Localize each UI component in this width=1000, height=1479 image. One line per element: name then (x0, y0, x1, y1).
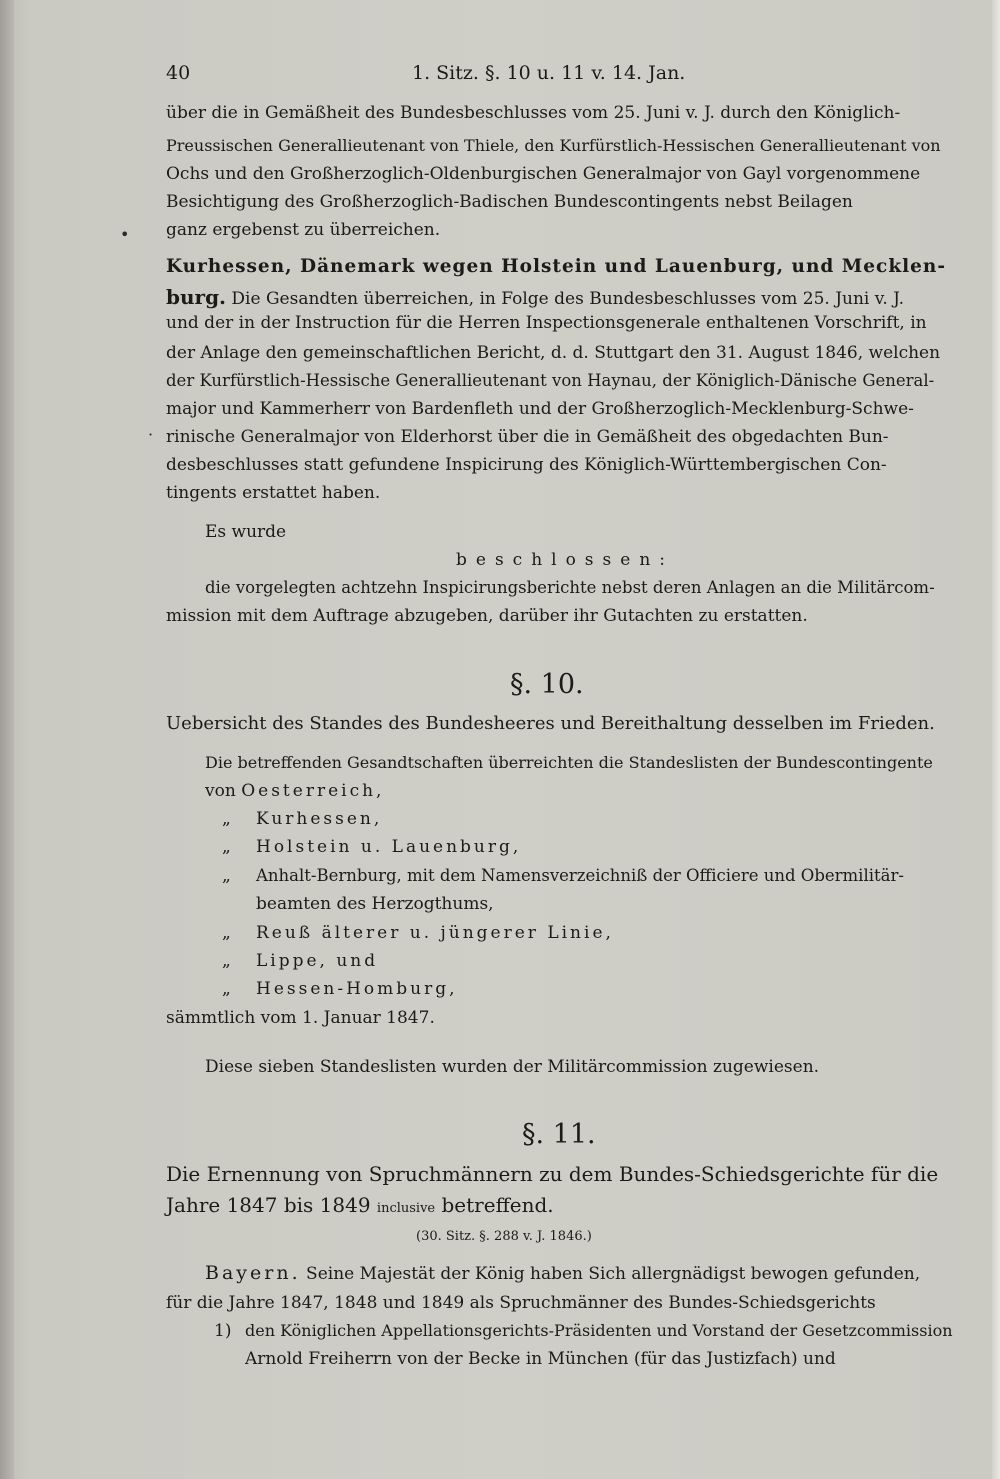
kurhessen-text: Die Gesandten überreichen, in Folge des Bundesbeschlusses vom 25. Juni v. J. (231, 289, 905, 309)
state-name: Kurhessen, (256, 809, 383, 829)
state-name-continued: beamten des Herzogthums, (256, 894, 494, 914)
section-11-title-2 (166, 1194, 554, 1220)
running-title: 1. Sitz. §. 10 u. 11 v. 14. Jan. (412, 62, 686, 84)
bayern-text: Seine Majestät der König haben Sich allergnädigst bewogen gefunden, (306, 1264, 921, 1284)
page-gutter-shadow (0, 0, 14, 1479)
kurhessen-line: desbeschlusses statt gefundene Inspicirung des Königlich-Württembergischen Con- (166, 455, 887, 475)
ditto-mark: „ (222, 979, 231, 999)
bayern-label: Bayern. (205, 1262, 301, 1284)
item-number: 1) (214, 1321, 232, 1341)
resolution-line: mission mit dem Auftrage abzugeben, darüber ihr Gutachten zu erstatten. (166, 606, 808, 626)
section-11-title: Die Ernennung von Spruchmännern zu dem Bundes-Schiedsgerichte für die (166, 1162, 939, 1186)
ditto-mark: „ (222, 951, 231, 971)
ditto-mark: „ (222, 923, 231, 943)
scan-speck: • (120, 225, 130, 244)
kurhessen-line2 (166, 286, 904, 310)
resolution-line: die vorgelegten achtzehn Inspicirungsberichte nebst deren Anlagen an die Militärcom- (205, 578, 935, 597)
intro-line: über die in Gemäßheit des Bundesbeschlusses vom 25. Juni v. J. durch den Königlich- (166, 103, 901, 123)
page-number: 40 (166, 62, 191, 84)
kurhessen-line: major und Kammerherr von Bardenfleth und der Großherzoglich-Mecklenburg-Schwe- (166, 399, 914, 419)
scan-speck: · (148, 425, 154, 444)
kurhessen-line: und der in der Instruction für die Herren Inspectionsgenerale enthaltenen Vorschrift, in (166, 313, 927, 333)
resolution-word: beschlossen: (456, 550, 674, 570)
intro-line: Ochs und den Großherzoglich-Oldenburgischen Generalmajor von Gayl vorgenommene (166, 164, 921, 184)
bayern-line (205, 1262, 920, 1285)
kurhessen-line: rinische Generalmajor von Elderhorst über die in Gemäßheit des obgedachten Bun- (166, 427, 889, 447)
item-text-continued: Arnold Freiherrn von der Becke in München (für das Justizfach) und (245, 1349, 836, 1369)
kurhessen-heading: Kurhessen, Dänemark wegen Holstein und Lauenburg, und Mecklen- (166, 256, 947, 277)
title-inclusive: inclusive (376, 1201, 436, 1216)
intro-line: Preussischen Generallieutenant von Thiele, den Kurfürstlich-Hessischen Generallieutenant von (166, 136, 941, 155)
ditto-mark: „ (222, 809, 231, 829)
section-10-closing: sämmtlich vom 1. Januar 1847. (166, 1008, 435, 1028)
state-name: Lippe, und (256, 951, 379, 971)
item-text: den Königlichen Appellationsgerichts-Präsidenten und Vorstand der Gesetzcommission (245, 1321, 953, 1340)
title-years: Jahre 1847 bis 1849 (166, 1193, 371, 1217)
section-10-intro: Die betreffenden Gesandtschaften überreichten die Standeslisten der Bundescontingente (205, 753, 933, 772)
intro-line: ganz ergebenst zu überreichen. (166, 220, 441, 240)
state-name: Anhalt-Bernburg, mit dem Namensverzeichniß der Officiere und Obermilitär- (256, 866, 904, 885)
kurhessen-line: der Kurfürstlich-Hessische Generallieutenant von Haynau, der Königlich-Dänische General- (166, 371, 935, 390)
ditto-mark: „ (222, 866, 231, 886)
state-list-first (205, 780, 384, 802)
ditto-mark: „ (222, 837, 231, 857)
kurhessen-line: tingents erstattet haben. (166, 483, 381, 503)
section-10-title: Uebersicht des Standes des Bundesheeres und Bereithaltung desselben im Frieden. (166, 713, 935, 734)
kurhessen-line: der Anlage den gemeinschaftlichen Bericht, d. d. Stuttgart den 31. August 1846, welchen (166, 343, 941, 363)
section-10-number: §. 10. (510, 669, 584, 700)
state-name: Hessen-Homburg, (256, 979, 458, 999)
resolution-intro: Es wurde (205, 522, 287, 542)
state-name: Reuß älterer u. jüngerer Linie, (256, 923, 614, 943)
section-11-reference: (30. Sitz. §. 288 v. J. 1846.) (416, 1229, 592, 1244)
kurhessen-heading-end: burg. (166, 285, 227, 309)
state-name: Holstein u. Lauenburg, (256, 837, 522, 857)
title-end: betreffend. (441, 1193, 554, 1217)
von-label: von (205, 781, 236, 801)
section-10-note: Diese sieben Standeslisten wurden der Militärcommission zugewiesen. (205, 1057, 820, 1077)
intro-line: Besichtigung des Großherzoglich-Badischen Bundescontingents nebst Beilagen (166, 192, 853, 212)
section-11-number: §. 11. (522, 1119, 596, 1150)
state-name: Oesterreich, (241, 781, 385, 801)
section-11-line: für die Jahre 1847, 1848 und 1849 als Spruchmänner des Bundes-Schiedsgerichts (166, 1293, 876, 1313)
page-right-edge (992, 0, 1000, 1479)
